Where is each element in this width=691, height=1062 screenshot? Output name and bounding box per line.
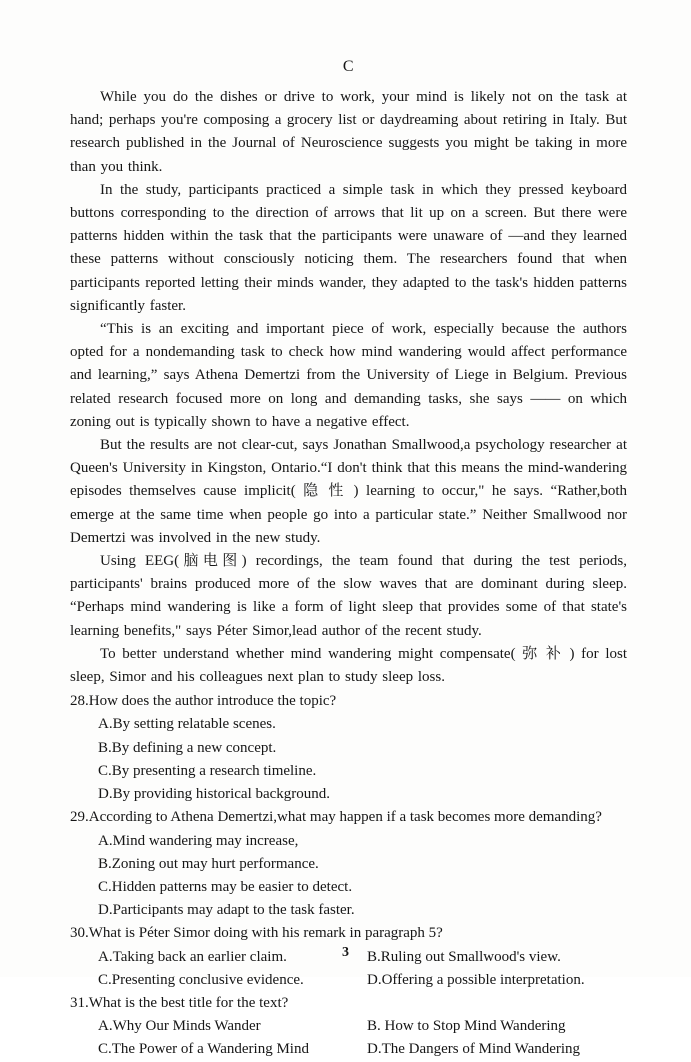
option-item: B. How to Stop Mind Wandering: [367, 1018, 566, 1035]
passage-paragraph-4: But the results are not clear-cut, says Jonathan Smallwood,a psychology researcher at Queen's University in Kingston, Ontario.“I don't think that this means the mind-wandering episodes themselves cause implicit( 隐 性 ) learning to occur," he says. “Rather,both emerge at the same time when people go into a particular state.” Neither Smallwood nor Demertzi was involved in the new study.: [70, 437, 627, 546]
option-item: A.Taking back an earlier claim.: [98, 948, 287, 965]
option-item: D.Offering a possible interpretation.: [367, 971, 585, 988]
option-item: B.Zoning out may hurt performance.: [98, 855, 319, 872]
options-two-column: [70, 1015, 627, 1061]
option-item: C.Hidden patterns may be easier to detect.: [98, 878, 353, 895]
page-content: [70, 54, 627, 1062]
question-29: [70, 806, 627, 922]
question-text: According to Athena Demertzi,what may happen if a task becomes more demanding?: [88, 809, 602, 826]
option-item: A.Why Our Minds Wander: [98, 1018, 261, 1035]
passage-paragraph-6: To better understand whether mind wandering might compensate( 弥 补 ) for lost sleep, Simor and his colleagues next plan to study sleep loss.: [70, 645, 627, 686]
question-number: 29.: [70, 809, 89, 826]
option-item: C.The Power of a Wandering Mind: [98, 1041, 309, 1058]
option-item: A.Mind wandering may increase,: [98, 832, 299, 849]
question-text: How does the author introduce the topic?: [88, 693, 337, 710]
question-text: What is Péter Simor doing with his remark in paragraph 5?: [88, 925, 443, 942]
option-item: D.The Dangers of Mind Wandering: [367, 1041, 581, 1058]
passage-paragraph-3: “This is an exciting and important piece of work, especially because the authors opted for a nondemanding task to check how mind wandering would affect performance and learning,” says Athena Demertzi from the University of Liege in Belgium. Previous related research focused more on long and demanding tasks, she says —— on which zoning out is typically shown to have a negative effect.: [70, 321, 627, 430]
question-31-stem: [70, 992, 627, 1015]
question-31: [70, 992, 627, 1062]
option-item: D.By providing historical background.: [98, 786, 331, 803]
question-number: 31.: [70, 994, 89, 1011]
passage-paragraph-5: Using EEG(脑电图) recordings, the team found that during the test periods, participants' brains produced more of the slow waves that are dominant during sleep. “Perhaps mind wandering is like a form of light sleep that provides some of that state's learning benefits," says Péter Simor,lead author of the recent study.: [70, 553, 627, 639]
passage-paragraph-1: While you do the dishes or drive to work, your mind is likely not on the task at hand; perhaps you're composing a grocery list or daydreaming about retiring in Italy. But research published in the Journal of Neuroscience suggests you might be taking in more than you think.: [70, 89, 627, 175]
option-item: C.Presenting conclusive evidence.: [98, 971, 304, 988]
question-number: 28.: [70, 693, 89, 710]
option-item: B.Ruling out Smallwood's view.: [367, 948, 561, 965]
option-item: B.By defining a new concept.: [98, 739, 277, 756]
question-28-stem: [70, 690, 627, 713]
section-label: C: [342, 58, 355, 75]
option-item: C.By presenting a research timeline.: [98, 762, 317, 779]
question-30-stem: [70, 922, 627, 945]
passage-paragraph-2: In the study, participants practiced a simple task in which they pressed keyboard buttons corresponding to the direction of arrows that lit up on a screen. But there were patterns hidden within the task that the participants were unaware of —and they learned these patterns without consciously noticing them. The researchers found that when participants reported letting their minds wander, they adapted to the task's hidden patterns significantly faster.: [70, 181, 627, 314]
page-number: 3: [342, 945, 349, 960]
option-item: D.Participants may adapt to the task faster.: [98, 902, 355, 919]
question-number: 30.: [70, 925, 89, 942]
question-28: [70, 690, 627, 806]
question-29-stem: [70, 806, 627, 829]
questions-section: [70, 690, 627, 1061]
question-text: What is the best title for the text?: [88, 994, 289, 1011]
option-item: A.By setting relatable scenes.: [98, 716, 276, 733]
